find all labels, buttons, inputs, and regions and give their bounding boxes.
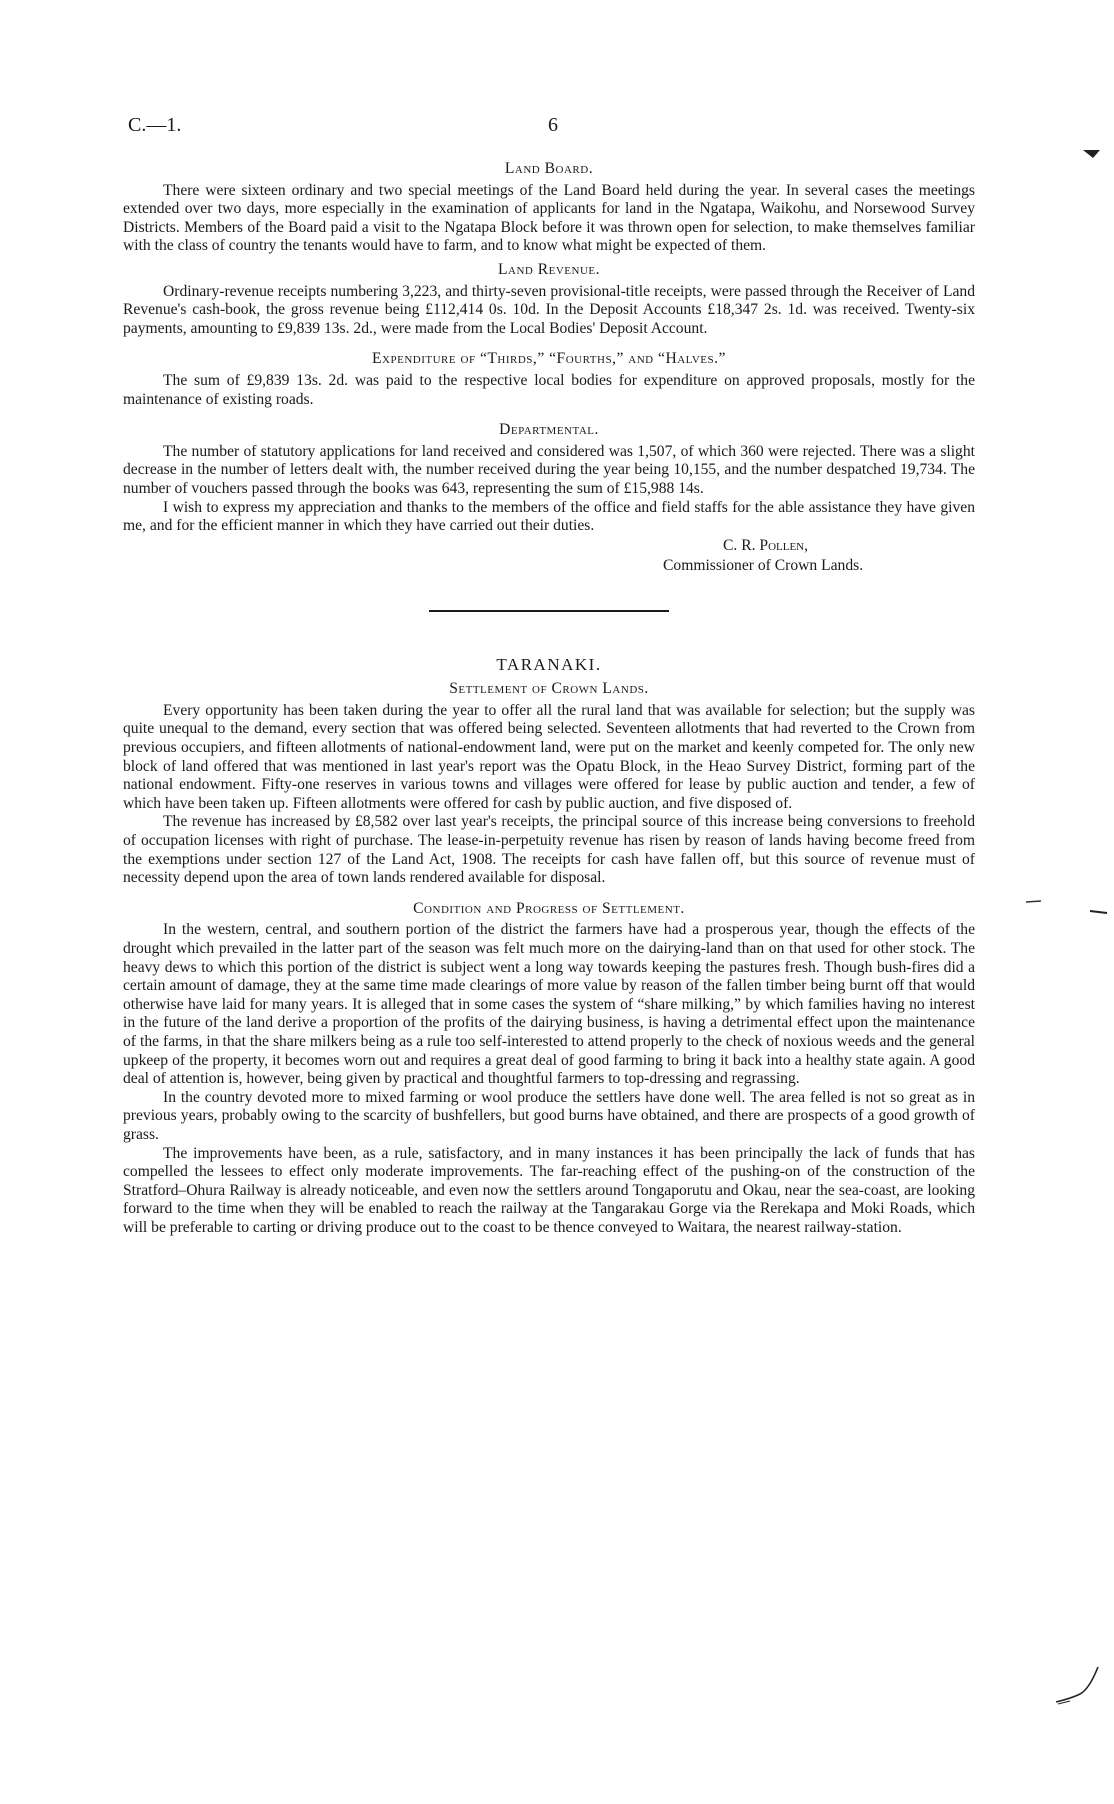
margin-dash-mark bbox=[1024, 896, 1044, 910]
paragraph: Ordinary-revenue receipts numbering 3,223, and thirty-seven provisional-title receipts, were passed through the Receiver of Land Revenue's cash-book, the gross revenue being £112,414 0s. 10d. In the Deposit Accounts £18,347 2s. 1d. was received. Twenty-six payments, amounting to £9,839 13s. 2d., were made from the Local Bodies' Deposit Account. bbox=[123, 282, 975, 337]
section-heading: Departmental. bbox=[499, 421, 599, 439]
running-head bbox=[128, 114, 978, 144]
section-heading: Expenditure of “Thirds,” “Fourths,” and “Halves.” bbox=[372, 350, 726, 368]
signatory-title: Commissioner of Crown Lands. bbox=[663, 556, 864, 574]
paragraph: The sum of £9,839 13s. 2d. was paid to the respective local bodies for expenditure on approved proposals, mostly for the maintenance of existing roads. bbox=[123, 371, 975, 408]
paragraph: In the western, central, and southern portion of the district the farmers have had a prosperous year, though the effects of the drought which prevailed in the latter part of the season was felt much more on the dairying-land than on that used for other stock. The heavy dews to which this portion of the district is subject went a long way towards keeping the pastures fresh. Though bush-fires did a certain amount of damage, they at the same time made clearings of more value by reason of the fallen timber being burnt off that would otherwise have laid for many years. It is alleged that in some cases the system of “share milking,” by which families having no interest in the future of the land derive a proportion of the profits of the dairying business, is having a detrimental effect upon the maintenance of the farms, in that the share milkers being as a rule too self-interested to attend properly to the check of noxious weeds and the general upkeep of the property, it becomes worn out and requires a great deal of good farming to bring it back into a healthy state again. A good deal of attention is, however, being given by practical and thoughtful farmers to top-dressing and regrassing. bbox=[123, 921, 975, 1088]
paragraph: I wish to express my appreciation and thanks to the members of the office and field staffs for the able assistance they have given me, and for the efficient manner in which they have carried out their duties. bbox=[123, 498, 975, 535]
paragraph: There were sixteen ordinary and two special meetings of the Land Board held during the year. In several cases the meetings extended over two days, more especially in the examination of applicants for land in the Ngatapa, Waikohu, and Norsewood Survey Districts. Members of the Board paid a visit to the Ngatapa Block before it was thrown open for selection, to make themselves familiar with the class of country the tenants would have to farm, and to know what might be expected of them. bbox=[123, 181, 975, 255]
paragraph: Every opportunity has been taken during the year to offer all the rural land that was available for selection; but the supply was quite unequal to the demand, every section that was offered being selected. Seventeen allotments that had reverted to the Crown from previous occupiers, and fifteen allotments of national-endowment land, were put on the market and keenly competed for. The only new block of land offered that was mentioned in last year's report was the Opatu Block, in the Heao Survey District, forming part of the national endowment. Fifty-one reserves in various towns and villages were offered for lease by public auction and tender, a few of which have been taken up. Fifteen allotments were offered for cash by public auction, and five disposed of. bbox=[123, 701, 975, 812]
section-heading: Land Board. bbox=[504, 160, 594, 177]
section-heading: Condition and Progress of Settlement. bbox=[413, 899, 685, 917]
page-number: 6 bbox=[548, 114, 558, 136]
land-board-section bbox=[123, 160, 975, 256]
district-title: TARANAKI. bbox=[496, 654, 602, 674]
report-reference: C.—1. bbox=[128, 114, 182, 136]
margin-flourish-mark bbox=[1054, 1664, 1100, 1708]
condition-section bbox=[123, 900, 975, 1238]
signatory-name: C. R. Pollen, bbox=[723, 536, 809, 554]
settlement-section bbox=[123, 680, 975, 888]
section-heading: Land Revenue. bbox=[497, 260, 601, 278]
page-content bbox=[123, 160, 975, 1238]
signature-block bbox=[663, 536, 975, 576]
margin-arrow-mark bbox=[1082, 146, 1102, 160]
section-heading: Settlement of Crown Lands. bbox=[449, 680, 649, 698]
expenditure-section bbox=[123, 350, 975, 409]
paragraph: In the country devoted more to mixed farming or wool produce the settlers have done well. The area felled is not so great as in previous years, probably owing to the scarcity of bushfellers, but good burns have obtained, and there are prospects of a good growth of grass. bbox=[123, 1088, 975, 1143]
paragraph: The number of statutory applications for land received and considered was 1,507, of which 360 were rejected. There was a slight decrease in the number of letters dealt with, the number received during the year being 10,155, and the number despatched 19,734. The number of vouchers passed through the books was 643, representing the sum of £15,988 14s. bbox=[123, 442, 975, 497]
margin-dash-mark bbox=[1088, 906, 1110, 918]
departmental-section bbox=[123, 421, 975, 536]
paragraph: The improvements have been, as a rule, satisfactory, and in many instances it has been principally the lack of funds that has compelled the lessees to effect only moderate improvements. The far-reaching effect of the pushing-on of the construction of the Stratford–Ohura Railway is already noticeable, and even now the settlers around Tongaporutu and Okau, near the sea-coast, are looking forward to the time when they will be enabled to reach the railway at the Tangarakau Gorge via the Rerekapa and Moki Roads, which will be preferable to carting or driving produce out to the coast to be thence conveyed to Waitara, the nearest railway-station. bbox=[123, 1144, 975, 1236]
land-revenue-section bbox=[123, 261, 975, 338]
paragraph: The revenue has increased by £8,582 over last year's receipts, the principal source of this increase being conversions to freehold of occupation licenses with right of purchase. The lease-in-perpetuity revenue has risen by reason of lands having become freed from the exemptions under section 127 of the Land Act, 1908. The receipts for cash have fallen off, but this source of revenue must of necessity depend upon the area of town lands rendered available for disposal. bbox=[123, 813, 975, 887]
